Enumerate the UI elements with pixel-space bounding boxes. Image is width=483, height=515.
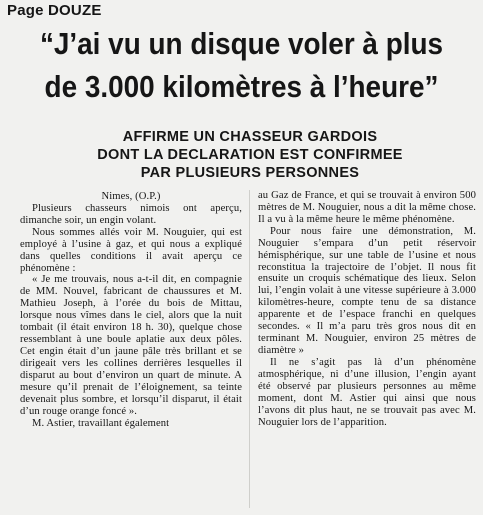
subheadline-line-1: AFFIRME UN CHASSEUR GARDOIS	[122, 129, 378, 145]
subheadline-line-3: PAR PLUSIEURS PERSONNES	[140, 165, 360, 181]
paragraph: Nous sommes allés voir M. Nouguier, qui est employé à l’usine à gaz, et qui nous a expliqué dans quelles conditions il avait aperçu ce phénomène :	[20, 226, 242, 274]
paragraph: au Gaz de France, et qui se trouvait à environ 500 mètres de M. Nouguier, nous a dit la même chose. Il a vu à la même heure le même phénomène.	[258, 190, 476, 225]
subheadline-line-2: DONT LA DECLARATION EST CONFIRMEE	[97, 147, 403, 163]
paragraph: M. Astier, travaillant également	[32, 417, 170, 429]
headline	[24, 22, 459, 108]
paragraph: « Je me trouvais, nous a-t-il dit, en compagnie de MM. Nouvel, fabricant de chaussures et M. Mathieu Joseph, à l’orée du bois de Mittau, lorsque nous vîmes dans le ciel, alors que la nuit tombait (il était environ 18 h. 30), quelque chose ressemblant à une boule aplatie aux deux pôles. Cet engin était d’un jaune pâle très brillant et se dirigeait vers les collines derrières lesquelles il disparut au bout d’environ un quart de minute. A mesure qu’il prenait de l’éloignement, sa teinte devenait plus sombre, et lorsqu’il disparut, il était d’un rouge orange foncé ».	[20, 274, 242, 417]
headline-line-2: de 3.000 kilomètres à l’heure”	[44, 69, 439, 104]
paragraph: Plusieurs chasseurs nimois ont aperçu, dimanche soir, un engin volant.	[20, 202, 242, 226]
paragraph: Il ne s’agit pas là d’un phénomène atmosphérique, ni d’une illusion, l’engin ayant été observé par plusieurs personnes au même moment, dont M. Astier qui ainsi que nous l’avons dit plus haut, ne se trouvait pas avec M. Nouguier lors de l’apparition.	[258, 356, 476, 428]
column-divider	[249, 190, 250, 508]
paragraph: Pour nous faire une démonstration, M. Nouguier s’empara d’un petit réservoir hémisphérique, sur une table de l’usine et nous reconstitua la trajectoire de l’objet. Il nous fit ensuite un croquis schématique des lieux. Selon lui, l’engin volait à une vitesse supérieure à 3.000 kilomètres-heure, compte tenu de sa distance apparente et de l’espace franchi en quelques secondes. « Il m’a paru très gros nous dit en terminant M. Nouguier, environ 25 mètres de diamètre »	[258, 225, 476, 356]
subheadline	[40, 128, 460, 182]
article-column-left	[20, 191, 242, 429]
dateline: Nimes, (O.P.)	[101, 191, 161, 202]
headline-line-1: “J’ai vu un disque voler à plus	[39, 26, 444, 61]
page-label: Page DOUZE	[7, 2, 102, 19]
article-column-right	[258, 190, 476, 428]
